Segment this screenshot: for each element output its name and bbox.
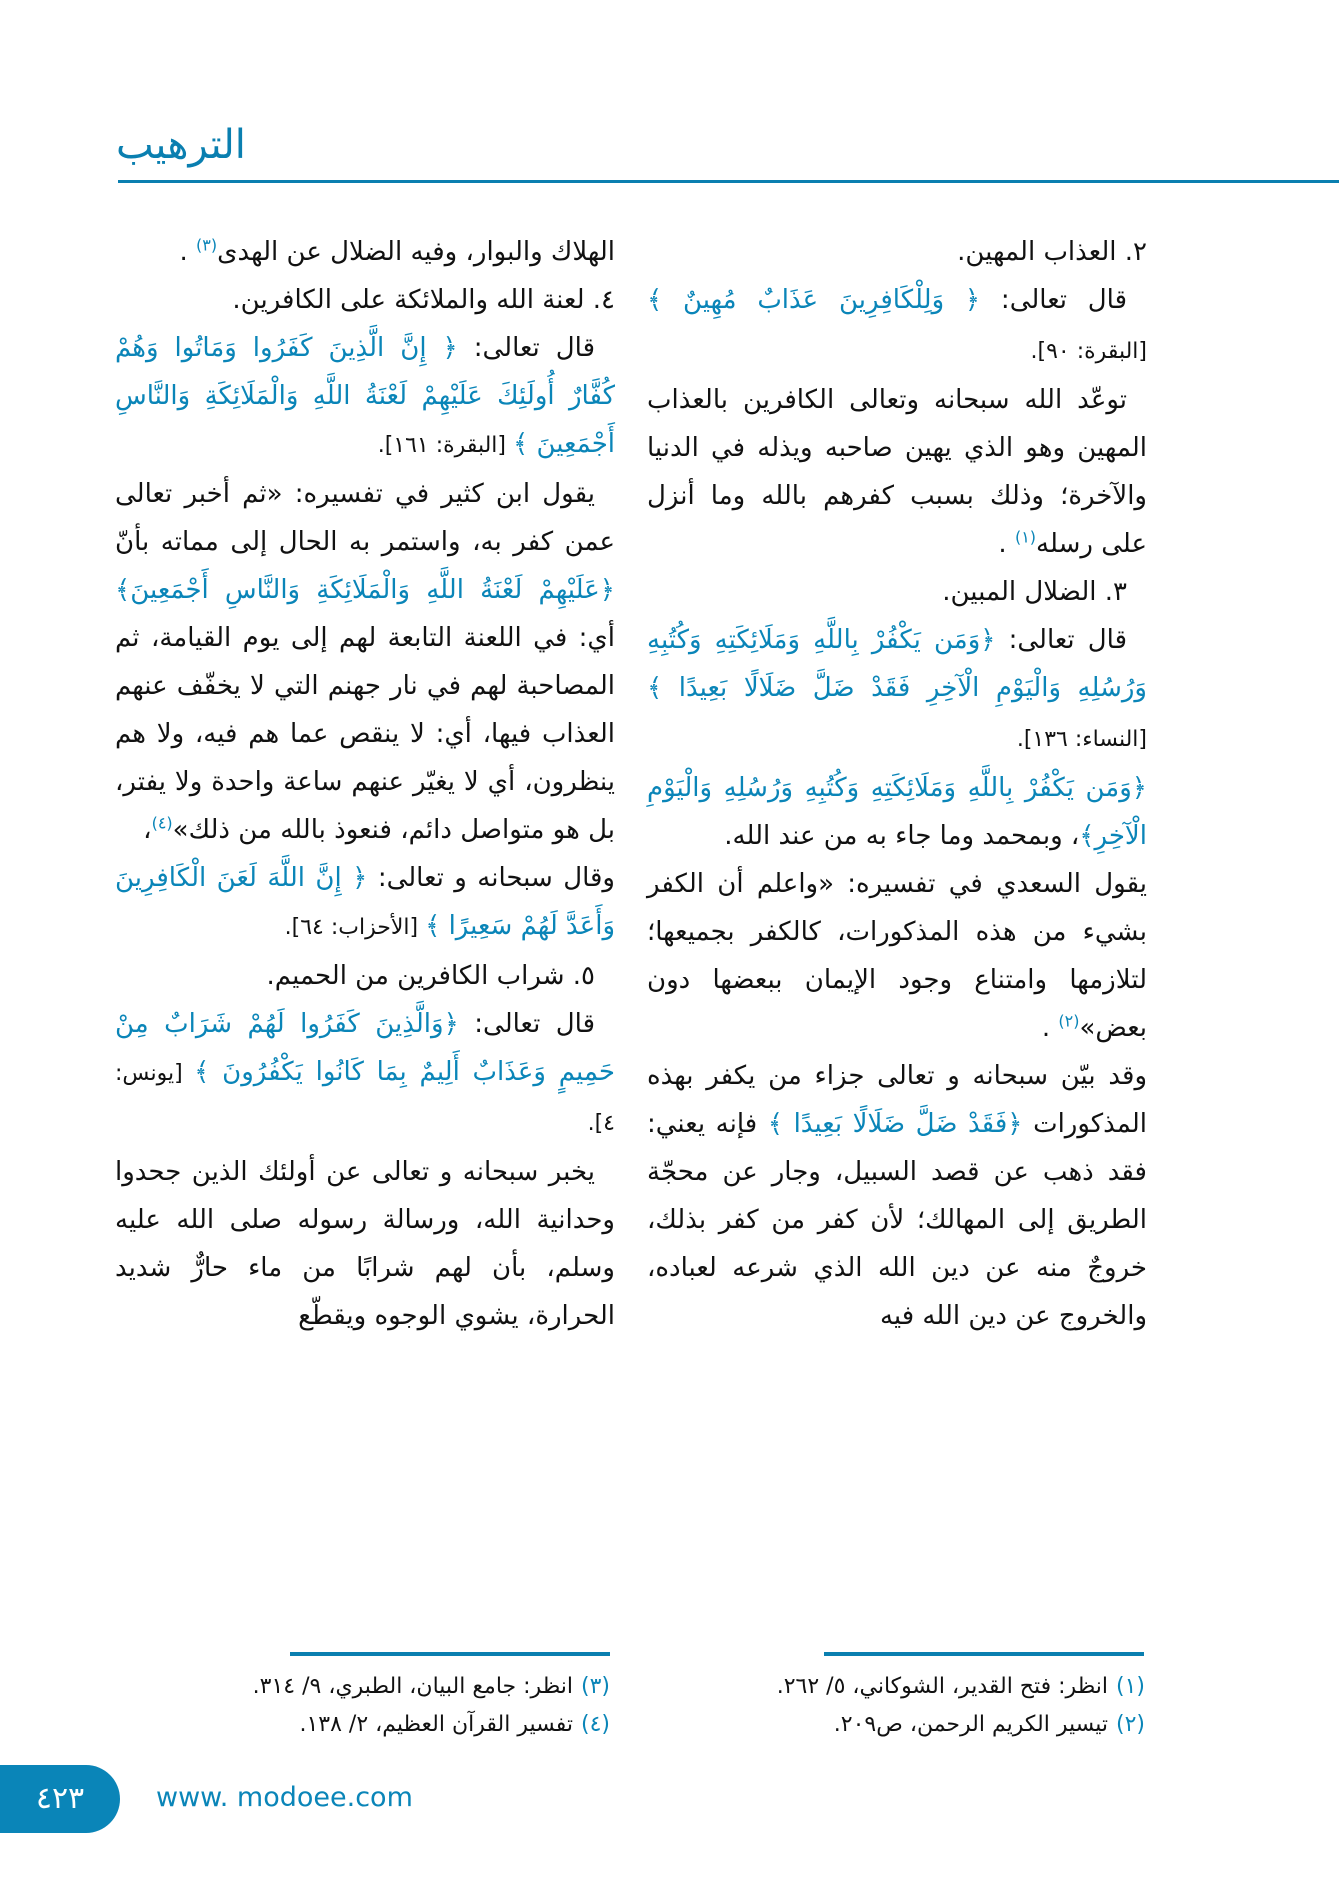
body-text: . — [179, 237, 197, 267]
body-text: ، — [143, 815, 152, 845]
footnotes-right — [715, 1668, 1145, 1744]
paragraph — [115, 276, 615, 324]
body-text: يخبر سبحانه و تعالى عن أولئك الذين جحدوا وحدانية الله، ورسالة رسوله صلى الله عليه وسلم، بأن لهم شرابًا من ماء حارٌّ شديد الحرارة، يشوي الوجوه ويقطّع — [115, 1157, 615, 1331]
paragraph — [115, 1000, 615, 1148]
paragraph — [647, 1052, 1147, 1340]
footnote-divider-right — [824, 1652, 1144, 1656]
body-text: وقال سبحانه و تعالى: — [367, 863, 615, 893]
footnote-text: انظر: جامع البيان، الطبري، ٩/ ٣١٤. — [252, 1674, 573, 1699]
body-text: يقول ابن كثير في تفسيره: «ثم أخبر تعالى عمن كفر به، واستمر به الحال إلى مماته بأنّ — [115, 479, 615, 557]
footnote-number: (٤) — [580, 1712, 610, 1737]
body-text: أي: في اللعنة التابعة لهم إلى يوم القيامة، ثم المصاحبة لهم في نار جهنم التي لا يخفّف عنهم العذاب فيها، أي: لا ينقص عما هم فيه، ولا هم ينظرون، أي لا يغيّر عنهم ساعة واحدة ولا يفتر، بل هو متواصل دائم، فنعوذ بالله من ذلك» — [115, 623, 615, 845]
page-number: ٤٢٣ — [0, 1765, 120, 1833]
body-text: . — [1041, 1013, 1059, 1043]
quran-verse: ﴿ وَلِلْكَافِرِينَ عَذَابٌ مُهِينٌ ﴾ — [647, 285, 981, 315]
footnote-number: (٣) — [580, 1674, 610, 1699]
body-text: وقد بيّن سبحانه و تعالى جزاء من يكفر بهذه المذكورات — [647, 1061, 1147, 1139]
paragraph — [647, 376, 1147, 568]
left-column — [115, 228, 615, 1340]
footnote-marker: (٢) — [1058, 1011, 1080, 1031]
verse-reference: [الأحزاب: ٦٤]. — [284, 915, 426, 940]
paragraph — [647, 764, 1147, 860]
chapter-title: الترهيب — [116, 122, 246, 168]
paragraph — [115, 228, 615, 276]
paragraph — [647, 228, 1147, 276]
paragraph — [647, 860, 1147, 1052]
footnote — [180, 1706, 610, 1744]
quran-verse: ﴿عَلَيْهِمْ لَعْنَةُ اللَّهِ وَالْمَلَائِكَةِ وَالنَّاسِ أَجْمَعِينَ﴾ — [115, 575, 615, 605]
body-text: قال تعالى: — [980, 285, 1128, 315]
body-text: يقول السعدي في تفسيره: «واعلم أن الكفر بشيء من هذه المذكورات، كالكفر بجميعها؛ لتلازمها وامتناع وجود الإيمان ببعضها دون بعض» — [647, 869, 1147, 1043]
website-link[interactable]: www. modoee.com — [156, 1782, 413, 1813]
quran-verse: ﴿وَمَن يَكْفُرْ بِاللَّهِ وَمَلَائِكَتِهِ وَكُتُبِهِ وَرُسُلِهِ وَالْيَوْمِ الْآخِرِ﴾ — [647, 773, 1147, 851]
right-column — [647, 228, 1147, 1340]
body-text: قال تعالى: — [458, 1009, 595, 1039]
quran-verse: ﴿وَالَّذِينَ كَفَرُوا لَهُمْ شَرَابٌ مِنْ حَمِيمٍ وَعَذَابٌ أَلِيمٌ بِمَا كَانُوا يَكْفُرُونَ ﴾ — [115, 1009, 615, 1087]
footnote-number: (٢) — [1115, 1712, 1145, 1737]
paragraph — [647, 276, 1147, 376]
footnote-number: (١) — [1115, 1674, 1145, 1699]
body-text: فإنه يعني: فقد ذهب عن قصد السبيل، وجار عن محجّة الطريق إلى المهالك؛ لأن كفر من كفر بذلك، خروجٌ منه عن دين الله الذي شرعه لعباده، والخروج عن دين الله فيه — [647, 1109, 1147, 1331]
body-text: الهلاك والبوار، وفيه الضلال عن الهدى — [217, 237, 615, 267]
paragraph — [115, 324, 615, 470]
body-text: ٥. شراب الكافرين من الحميم. — [266, 961, 595, 991]
paragraph — [115, 854, 615, 952]
body-text: ٣. الضلال المبين. — [942, 577, 1127, 607]
footnote-text: انظر: فتح القدير، الشوكاني، ٥/ ٢٦٢. — [776, 1674, 1108, 1699]
quran-verse: ﴿فَقَدْ ضَلَّ ضَلَالًا بَعِيدًا ﴾ — [767, 1109, 1023, 1139]
footnotes-left — [180, 1668, 610, 1744]
footnote-marker: (١) — [1014, 527, 1037, 547]
body-text: ٢. العذاب المهين. — [957, 237, 1147, 267]
body-text: توعّد الله سبحانه وتعالى الكافرين بالعذاب المهين وهو الذي يهين صاحبه ويذله في الدنيا والآخرة؛ وذلك بسبب كفرهم بالله وما أنزل على رسله — [647, 385, 1147, 559]
footnote — [715, 1668, 1145, 1706]
body-text: ، وبمحمد وما جاء به من عند الله. — [724, 821, 1080, 851]
footnote-text: تيسير الكريم الرحمن، ص٢٠٩. — [833, 1712, 1108, 1737]
footnote-text: تفسير القرآن العظيم، ٢/ ١٣٨. — [299, 1712, 573, 1737]
paragraph — [115, 952, 615, 1000]
body-text: قال تعالى: — [457, 333, 596, 363]
verse-reference: [يونس: ٤]. — [115, 1061, 615, 1136]
body-text: قال تعالى: — [995, 625, 1128, 655]
verse-reference: [البقرة: ٩٠]. — [1030, 339, 1147, 364]
footnote-marker: (٤) — [151, 813, 173, 833]
body-text: . — [998, 529, 1015, 559]
header-divider — [118, 180, 1339, 183]
footnote-divider-left — [290, 1652, 610, 1656]
paragraph — [647, 616, 1147, 764]
quran-verse: ﴿ إِنَّ الَّذِينَ كَفَرُوا وَمَاتُوا وَهُمْ كُفَّارٌ أُولَئِكَ عَلَيْهِمْ لَعْنَةُ اللَّهِ وَالْمَلَائِكَةِ وَالنَّاسِ أَجْمَعِينَ ﴾ — [115, 333, 615, 459]
verse-reference: [البقرة: ١٦١]. — [377, 433, 513, 458]
paragraph — [115, 1148, 615, 1340]
paragraph — [115, 470, 615, 854]
footnote — [180, 1668, 610, 1706]
quran-verse: ﴿ إِنَّ اللَّهَ لَعَنَ الْكَافِرِينَ وَأَعَدَّ لَهُمْ سَعِيرًا ﴾ — [115, 863, 615, 941]
verse-reference: [النساء: ١٣٦]. — [1016, 727, 1147, 752]
footnote-marker: (٣) — [196, 235, 218, 255]
footnote — [715, 1706, 1145, 1744]
quran-verse: ﴿وَمَن يَكْفُرْ بِاللَّهِ وَمَلَائِكَتِهِ وَكُتُبِهِ وَرُسُلِهِ وَالْيَوْمِ الْآخِرِ فَقَدْ ضَلَّ ضَلَالًا بَعِيدًا ﴾ — [647, 625, 1147, 703]
paragraph — [647, 568, 1147, 616]
body-text: ٤. لعنة الله والملائكة على الكافرين. — [232, 285, 615, 315]
